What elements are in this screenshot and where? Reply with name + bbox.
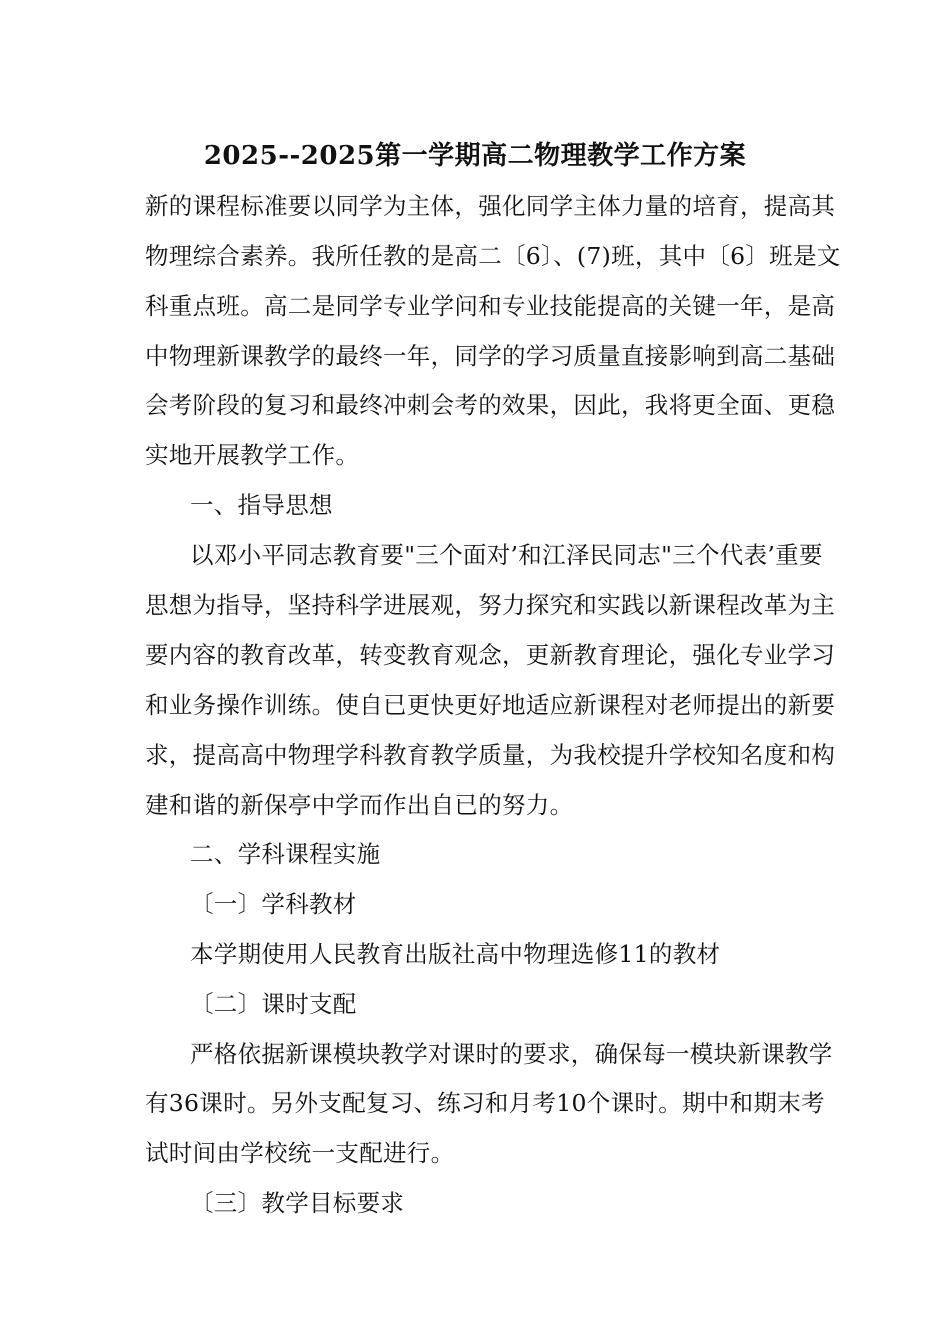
body-line: 本学期使用人民教育出版社高中物理选修11的教材 — [190, 940, 721, 968]
body-line: 科重点班。高二是同学专业学问和专业技能提高的关键一年，是高 — [145, 292, 836, 320]
body-line: 求，提高高中物理学科教育教学质量，为我校提升学校知名度和构 — [145, 741, 836, 769]
body-line: 实地开展教学工作。 — [145, 441, 360, 469]
subsection-heading: 〔二〕课时支配 — [190, 990, 357, 1018]
body-line: 以邓小平同志教育要"三个面对’和江泽民同志"三个代表’重要 — [190, 541, 823, 569]
body-line: 新的课程标准要以同学为主体，强化同学主体力量的培育，提高其 — [145, 192, 836, 220]
section-heading: 一、指导思想 — [190, 491, 333, 519]
body-line: 思想为指导，坚持科学进展观，努力探究和实践以新课程改革为主 — [145, 591, 836, 619]
document-title: 2025--2025第一学期高二物理教学工作方案 — [203, 141, 747, 171]
body-line: 建和谐的新保亭中学而作出自已的努力。 — [145, 791, 574, 819]
body-line: 和业务操作训练。使自已更快更好地适应新课程对老师提出的新要 — [145, 691, 836, 719]
body-line: 有36课时。另外支配复习、练习和月考10个课时。期中和期末考 — [145, 1089, 825, 1117]
body-line: 中物理新课教学的最终一年，同学的学习质量直接影响到高二基础 — [145, 342, 836, 370]
body-line: 物理综合素养。我所任教的是高二〔6〕、(7)班，其中〔6〕班是文 — [145, 242, 841, 270]
subsection-heading: 〔一〕学科教材 — [190, 890, 357, 918]
body-line: 严格依据新课模块教学对课时的要求，确保每一模块新课教学 — [190, 1040, 833, 1068]
body-line: 试时间由学校统一支配进行。 — [145, 1139, 455, 1167]
section-heading: 二、学科课程实施 — [190, 840, 381, 868]
body-line: 要内容的教育改革，转变教育观念，更新教育理论，强化专业学习 — [145, 641, 836, 669]
body-line: 会考阶段的复习和最终冲刺会考的效果，因此，我将更全面、更稳 — [145, 391, 836, 419]
subsection-heading: 〔三〕教学目标要求 — [190, 1189, 405, 1217]
